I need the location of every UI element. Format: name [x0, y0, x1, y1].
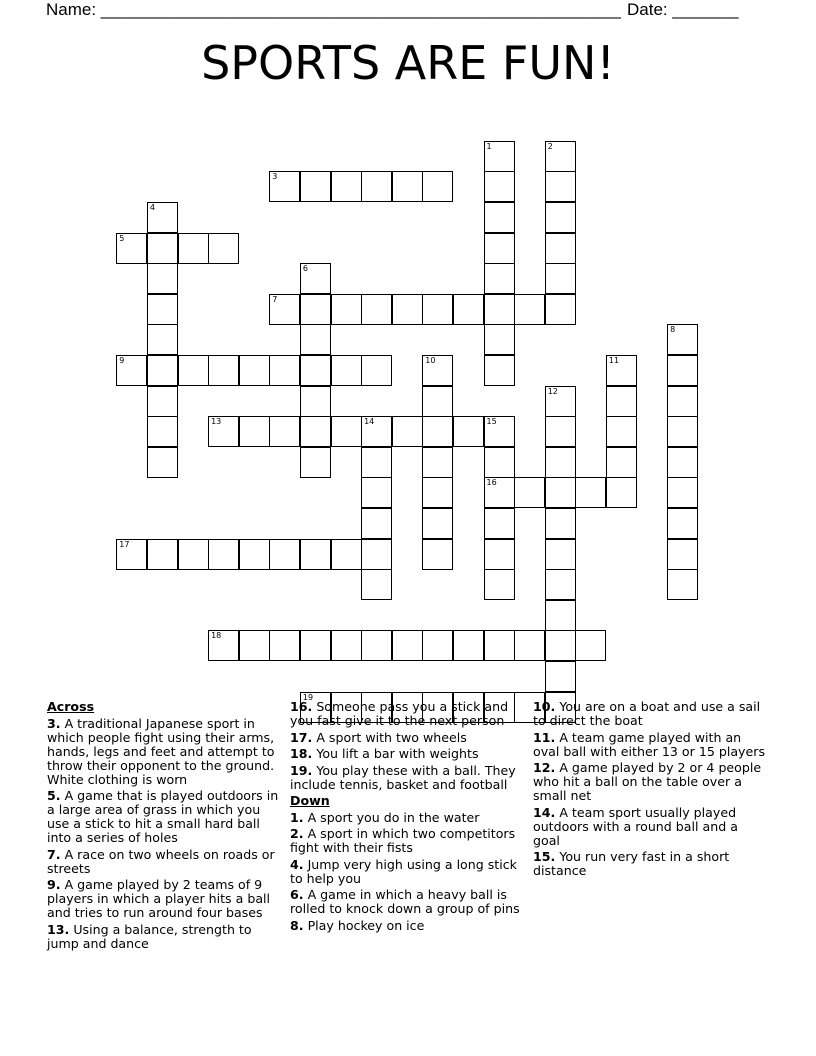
clue-item-number: 1. [290, 809, 304, 825]
grid-cell[interactable] [300, 355, 331, 386]
clue-number: 13 [211, 417, 222, 427]
clue-item-number: 7. [47, 846, 61, 862]
clue-item-text: You run very fast in a short distance [533, 849, 730, 878]
grid-cell[interactable] [545, 141, 576, 172]
grid-cell[interactable] [667, 569, 698, 600]
grid-cell[interactable] [392, 630, 423, 661]
clue-item [290, 764, 530, 792]
grid-cell[interactable] [361, 569, 392, 600]
grid-cell[interactable] [178, 355, 209, 386]
name-line[interactable]: Name: _______________________________________________________ [46, 0, 621, 19]
grid-cell[interactable] [331, 171, 362, 202]
grid-cell[interactable] [178, 539, 209, 570]
grid-cell[interactable] [453, 416, 484, 447]
grid-cell[interactable] [575, 630, 606, 661]
clue-item-number: 13. [47, 921, 70, 937]
grid-cell[interactable] [545, 233, 576, 264]
clue-item-text: You play these with a ball. They include tennis, basket and football [290, 762, 516, 792]
grid-cell[interactable] [667, 355, 698, 386]
clue-item-number: 4. [290, 856, 304, 872]
grid-cell[interactable] [361, 508, 392, 539]
clue-number: 19 [302, 692, 314, 702]
grid-cell[interactable] [361, 294, 392, 325]
grid-cell[interactable] [422, 171, 453, 202]
grid-cell[interactable] [484, 202, 515, 233]
clue-item [290, 747, 530, 761]
clue-item-text: Using a balance, strength to jump and dance [47, 921, 252, 951]
grid-cell[interactable] [545, 171, 576, 202]
grid-cell[interactable] [545, 386, 576, 417]
clue-item-number: 16. [290, 699, 313, 714]
grid-cell[interactable] [147, 447, 178, 478]
grid-cell[interactable] [667, 508, 698, 539]
clue-item-number: 11. [533, 729, 556, 745]
grid-cell[interactable] [269, 630, 300, 661]
grid-cell[interactable] [484, 569, 515, 600]
grid-cell[interactable] [331, 294, 362, 325]
clue-item [290, 827, 530, 855]
grid-cell[interactable] [147, 324, 178, 355]
grid-cell[interactable] [208, 416, 239, 447]
clue-item-text: A race on two wheels on roads or streets [47, 846, 275, 876]
clue-item [47, 717, 285, 787]
grid-cell[interactable] [484, 508, 515, 539]
grid-cell[interactable] [239, 539, 270, 570]
grid-cell[interactable] [300, 447, 331, 478]
clue-item-text: A team game played with an oval ball with either 13 or 15 players [533, 729, 766, 759]
grid-cell[interactable] [514, 294, 545, 325]
grid-cell[interactable] [606, 355, 637, 386]
clue-item [47, 789, 285, 845]
grid-cell[interactable] [667, 324, 698, 355]
grid-cell[interactable] [269, 171, 300, 202]
grid-cell[interactable] [239, 416, 270, 447]
grid-cell[interactable] [484, 263, 515, 294]
grid-cell[interactable] [269, 355, 300, 386]
clue-item [290, 731, 530, 745]
grid-cell[interactable] [361, 477, 392, 508]
clue-item-number: 8. [290, 917, 304, 933]
clue-item [533, 731, 765, 759]
grid-cell[interactable] [116, 355, 147, 386]
grid-cell[interactable] [300, 416, 331, 447]
clue-number: 10 [425, 356, 436, 365]
grid-cell[interactable] [300, 263, 331, 294]
grid-cell[interactable] [116, 539, 147, 570]
grid-cell[interactable] [484, 233, 515, 264]
clue-item-text: A game played by 2 or 4 people who hit a ball on the table over a small net [533, 760, 762, 803]
grid-cell[interactable] [300, 171, 331, 202]
clue-number: 7 [272, 294, 278, 304]
puzzle-title: SPORTS ARE FUN! [201, 36, 615, 90]
grid-cell[interactable] [239, 630, 270, 661]
grid-cell[interactable] [392, 171, 423, 202]
grid-cell[interactable] [422, 416, 453, 447]
clue-item-number: 17. [290, 729, 313, 745]
grid-cell[interactable] [422, 447, 453, 478]
grid-cell[interactable] [300, 324, 331, 355]
grid-cell[interactable] [178, 233, 209, 264]
grid-cell[interactable] [361, 630, 392, 661]
clue-item-number: 3. [47, 715, 61, 731]
clues-column-3 [533, 700, 765, 881]
grid-cell[interactable] [208, 539, 239, 570]
clue-number: 12 [547, 386, 558, 396]
grid-cell[interactable] [484, 539, 515, 570]
grid-cell[interactable] [545, 600, 576, 631]
grid-cell[interactable] [208, 630, 239, 661]
grid-cell[interactable] [484, 477, 515, 508]
grid-cell[interactable] [545, 539, 576, 570]
grid-cell[interactable] [484, 171, 515, 202]
clue-item-text: A game in which a heavy ball is rolled to knock down a group of pins [290, 887, 520, 916]
grid-cell[interactable] [514, 630, 545, 661]
clue-item-text: Someone pass you a stick and you fast give it to the next person [290, 699, 509, 728]
grid-cell[interactable] [422, 386, 453, 417]
grid-cell[interactable] [300, 539, 331, 570]
clue-number: 6 [302, 264, 308, 274]
grid-cell[interactable] [545, 661, 576, 692]
grid-cell[interactable] [331, 630, 362, 661]
grid-cell[interactable] [147, 294, 178, 325]
grid-cell[interactable] [269, 416, 300, 447]
clue-item-text: Play hockey on ice [303, 917, 425, 933]
grid-cell[interactable] [422, 630, 453, 661]
grid-cell[interactable] [545, 416, 576, 447]
clue-number: 9 [119, 356, 125, 365]
grid-cell[interactable] [147, 263, 178, 294]
grid-cell[interactable] [147, 539, 178, 570]
clue-item [47, 878, 285, 920]
clue-number: 3 [272, 172, 278, 182]
clue-section-heading: Across [47, 699, 95, 714]
grid-cell[interactable] [667, 539, 698, 570]
clue-item [290, 858, 530, 886]
grid-cell[interactable] [331, 539, 362, 570]
grid-cell[interactable] [545, 263, 576, 294]
clue-item-number: 15. [533, 849, 556, 864]
clue-item-text: A game that is played outdoors in a large area of grass in which you use a stick to hit a small hard ball into a series of holes [47, 788, 279, 845]
grid-cell[interactable] [606, 386, 637, 417]
clue-item [47, 923, 285, 951]
clue-item-text: You are on a boat and use a sail to direct the boat [533, 699, 761, 728]
grid-cell[interactable] [484, 324, 515, 355]
clues-column-2 [290, 700, 530, 935]
grid-cell[interactable] [147, 233, 178, 264]
grid-cell[interactable] [361, 416, 392, 447]
clue-item [533, 850, 765, 878]
grid-cell[interactable] [208, 355, 239, 386]
grid-cell[interactable] [484, 630, 515, 661]
clue-number: 8 [670, 325, 676, 335]
clue-number: 14 [364, 417, 375, 427]
grid-cell[interactable] [575, 477, 606, 508]
clue-item-number: 6. [290, 887, 304, 902]
grid-cell[interactable] [667, 386, 698, 417]
clue-item [290, 888, 530, 916]
grid-cell[interactable] [392, 416, 423, 447]
grid-cell[interactable] [453, 630, 484, 661]
grid-cell[interactable] [545, 447, 576, 478]
clue-item-number: 19. [290, 762, 313, 778]
clue-item-text: A sport you do in the water [303, 809, 480, 825]
clue-item [533, 761, 765, 803]
grid-cell[interactable] [667, 447, 698, 478]
grid-cell[interactable] [147, 355, 178, 386]
clue-item-text: A traditional Japanese sport in which people fight using their arms, hands, legs and feet and attempt to throw their opponent to the ground. White clothing is worn [47, 715, 275, 787]
grid-cell[interactable] [208, 233, 239, 264]
clue-item [533, 806, 765, 848]
clue-item-number: 12. [533, 760, 556, 775]
clue-item [47, 848, 285, 876]
grid-cell[interactable] [147, 416, 178, 447]
date-line[interactable]: Date: _______ [627, 0, 739, 19]
clues-column-1 [47, 700, 285, 953]
clue-item [290, 700, 530, 728]
grid-cell[interactable] [361, 355, 392, 386]
grid-cell[interactable] [422, 294, 453, 325]
grid-cell[interactable] [392, 294, 423, 325]
clue-item-text: You lift a bar with weights [312, 746, 479, 761]
grid-cell[interactable] [545, 630, 576, 661]
grid-cell[interactable] [453, 294, 484, 325]
grid-cell[interactable] [484, 141, 515, 172]
clue-number: 11 [608, 356, 620, 365]
clue-item-number: 9. [47, 877, 61, 892]
grid-cell[interactable] [147, 386, 178, 417]
grid-cell[interactable] [484, 355, 515, 386]
grid-cell[interactable] [606, 447, 637, 478]
grid-cell[interactable] [361, 171, 392, 202]
clue-item-number: 10. [533, 699, 556, 714]
grid-cell[interactable] [422, 477, 453, 508]
clue-item-text: A sport in which two competitors fight with their fists [290, 826, 516, 855]
grid-cell[interactable] [422, 355, 453, 386]
clue-item [533, 700, 765, 728]
clue-item [290, 919, 530, 933]
clue-number: 17 [119, 539, 130, 549]
grid-cell[interactable] [300, 294, 331, 325]
grid-cell[interactable] [331, 416, 362, 447]
grid-cell[interactable] [331, 355, 362, 386]
grid-cell[interactable] [422, 508, 453, 539]
clue-item-number: 14. [533, 804, 556, 820]
grid-cell[interactable] [147, 202, 178, 233]
grid-cell[interactable] [545, 294, 576, 325]
clue-section-heading: Down [290, 793, 330, 808]
grid-cell[interactable] [300, 386, 331, 417]
grid-cell[interactable] [484, 447, 515, 478]
clue-item-number: 2. [290, 826, 304, 841]
grid-cell[interactable] [545, 508, 576, 539]
grid-cell[interactable] [269, 294, 300, 325]
grid-cell[interactable] [361, 447, 392, 478]
grid-cell[interactable] [545, 477, 576, 508]
clue-number: 5 [119, 233, 125, 243]
clue-item-text: A sport with two wheels [312, 729, 467, 745]
grid-cell[interactable] [116, 233, 147, 264]
clue-item-number: 5. [47, 788, 61, 803]
grid-cell[interactable] [667, 416, 698, 447]
grid-cell[interactable] [484, 294, 515, 325]
clue-item [290, 811, 530, 825]
clue-number: 15 [486, 417, 497, 427]
grid-cell[interactable] [545, 202, 576, 233]
clue-item-text: A game played by 2 teams of 9 players in which a player hits a ball and tries to run around four bases [47, 877, 271, 920]
clue-number: 4 [149, 203, 155, 212]
grid-cell[interactable] [239, 355, 270, 386]
clue-number: 2 [547, 141, 553, 151]
grid-cell[interactable] [422, 539, 453, 570]
grid-cell[interactable] [484, 416, 515, 447]
clue-number: 1 [486, 141, 492, 151]
grid-cell[interactable] [300, 630, 331, 661]
grid-cell[interactable] [667, 477, 698, 508]
clue-number: 16 [486, 478, 497, 488]
grid-cell[interactable] [269, 539, 300, 570]
grid-cell[interactable] [606, 416, 637, 447]
grid-cell[interactable] [606, 477, 637, 508]
grid-cell[interactable] [361, 539, 392, 570]
grid-cell[interactable] [514, 477, 545, 508]
clue-item-text: Jump very high using a long stick to help you [290, 856, 517, 886]
clue-number: 18 [211, 631, 222, 641]
grid-cell[interactable] [545, 569, 576, 600]
clue-item-text: A team sport usually played outdoors with a round ball and a goal [533, 804, 738, 848]
clue-item-number: 18. [290, 746, 313, 761]
